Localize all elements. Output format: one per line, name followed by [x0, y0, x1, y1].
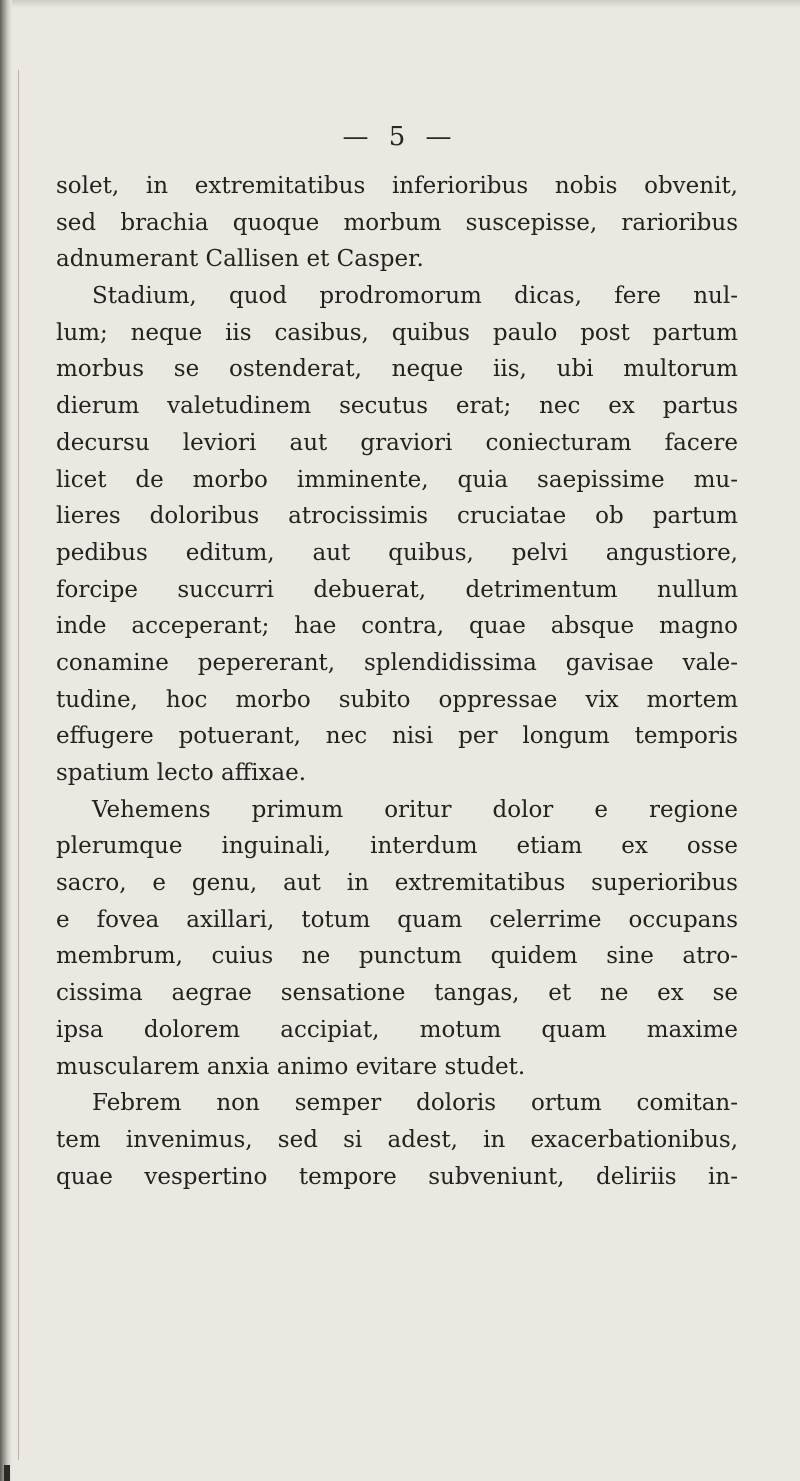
text-line: Febrem non semper doloris ortum comitan-: [92, 1090, 738, 1117]
text-line: licet de morbo imminente, quia saepissime mu-: [56, 466, 738, 493]
body-text: [56, 168, 738, 1195]
text-line: pedibus editum, aut quibus, pelvi angustiore,: [56, 539, 738, 566]
text-line: quae vespertino tempore subveniunt, deliriis in-: [56, 1163, 738, 1190]
text-line: e fovea axillari, totum quam celerrime occupans: [56, 906, 738, 933]
text-line: lieres doloribus atrocissimis cruciatae ob partum: [56, 503, 738, 530]
text-line: plerumque inguinali, interdum etiam ex osse: [56, 833, 738, 860]
text-line: adnumerant Callisen et Casper.: [56, 246, 424, 273]
binding-edge: [0, 0, 12, 1481]
text-line: sacro, e genu, aut in extremitatibus superioribus: [56, 870, 738, 897]
text-line: morbus se ostenderat, neque iis, ubi multorum: [56, 356, 738, 383]
text-line: Vehemens primum oritur dolor e regione: [92, 796, 738, 823]
page-number: — 5 —: [342, 122, 458, 152]
text-line: solet, in extremitatibus inferioribus nobis obvenit,: [56, 173, 738, 199]
text-line: conamine pepererant, splendidissima gavisae vale-: [56, 649, 738, 676]
text-line: decursu leviori aut graviori coniecturam facere: [56, 429, 738, 456]
page-top-shadow: [0, 0, 800, 8]
text-line: Stadium, quod prodromorum dicas, fere nul-: [92, 283, 738, 310]
text-line: forcipe succurri debuerat, detrimentum nullum: [56, 576, 738, 603]
text-line: inde acceperant; hae contra, quae absque magno: [56, 613, 738, 640]
text-line: cissima aegrae sensatione tangas, et ne ex se: [56, 980, 738, 1007]
text-line: sed brachia quoque morbum suscepisse, rarioribus: [56, 209, 738, 236]
text-line: ipsa dolorem accipiat, motum quam maxime: [56, 1016, 738, 1043]
scan-edge-mark: [4, 1465, 10, 1481]
binding-line: [18, 70, 19, 1460]
text-line: tem invenimus, sed si adest, in exacerbationibus,: [56, 1126, 738, 1153]
text-line: dierum valetudinem secutus erat; nec ex partus: [56, 393, 738, 420]
text-line: effugere potuerant, nec nisi per longum temporis: [56, 723, 738, 750]
text-line: membrum, cuius ne punctum quidem sine atro-: [56, 943, 738, 970]
text-line: muscularem anxia animo evitare studet.: [56, 1053, 526, 1080]
text-line: spatium lecto affixae.: [56, 760, 307, 786]
text-line: lum; neque iis casibus, quibus paulo post partum: [56, 319, 738, 346]
text-line: tudine, hoc morbo subito oppressae vix mortem: [56, 686, 738, 713]
